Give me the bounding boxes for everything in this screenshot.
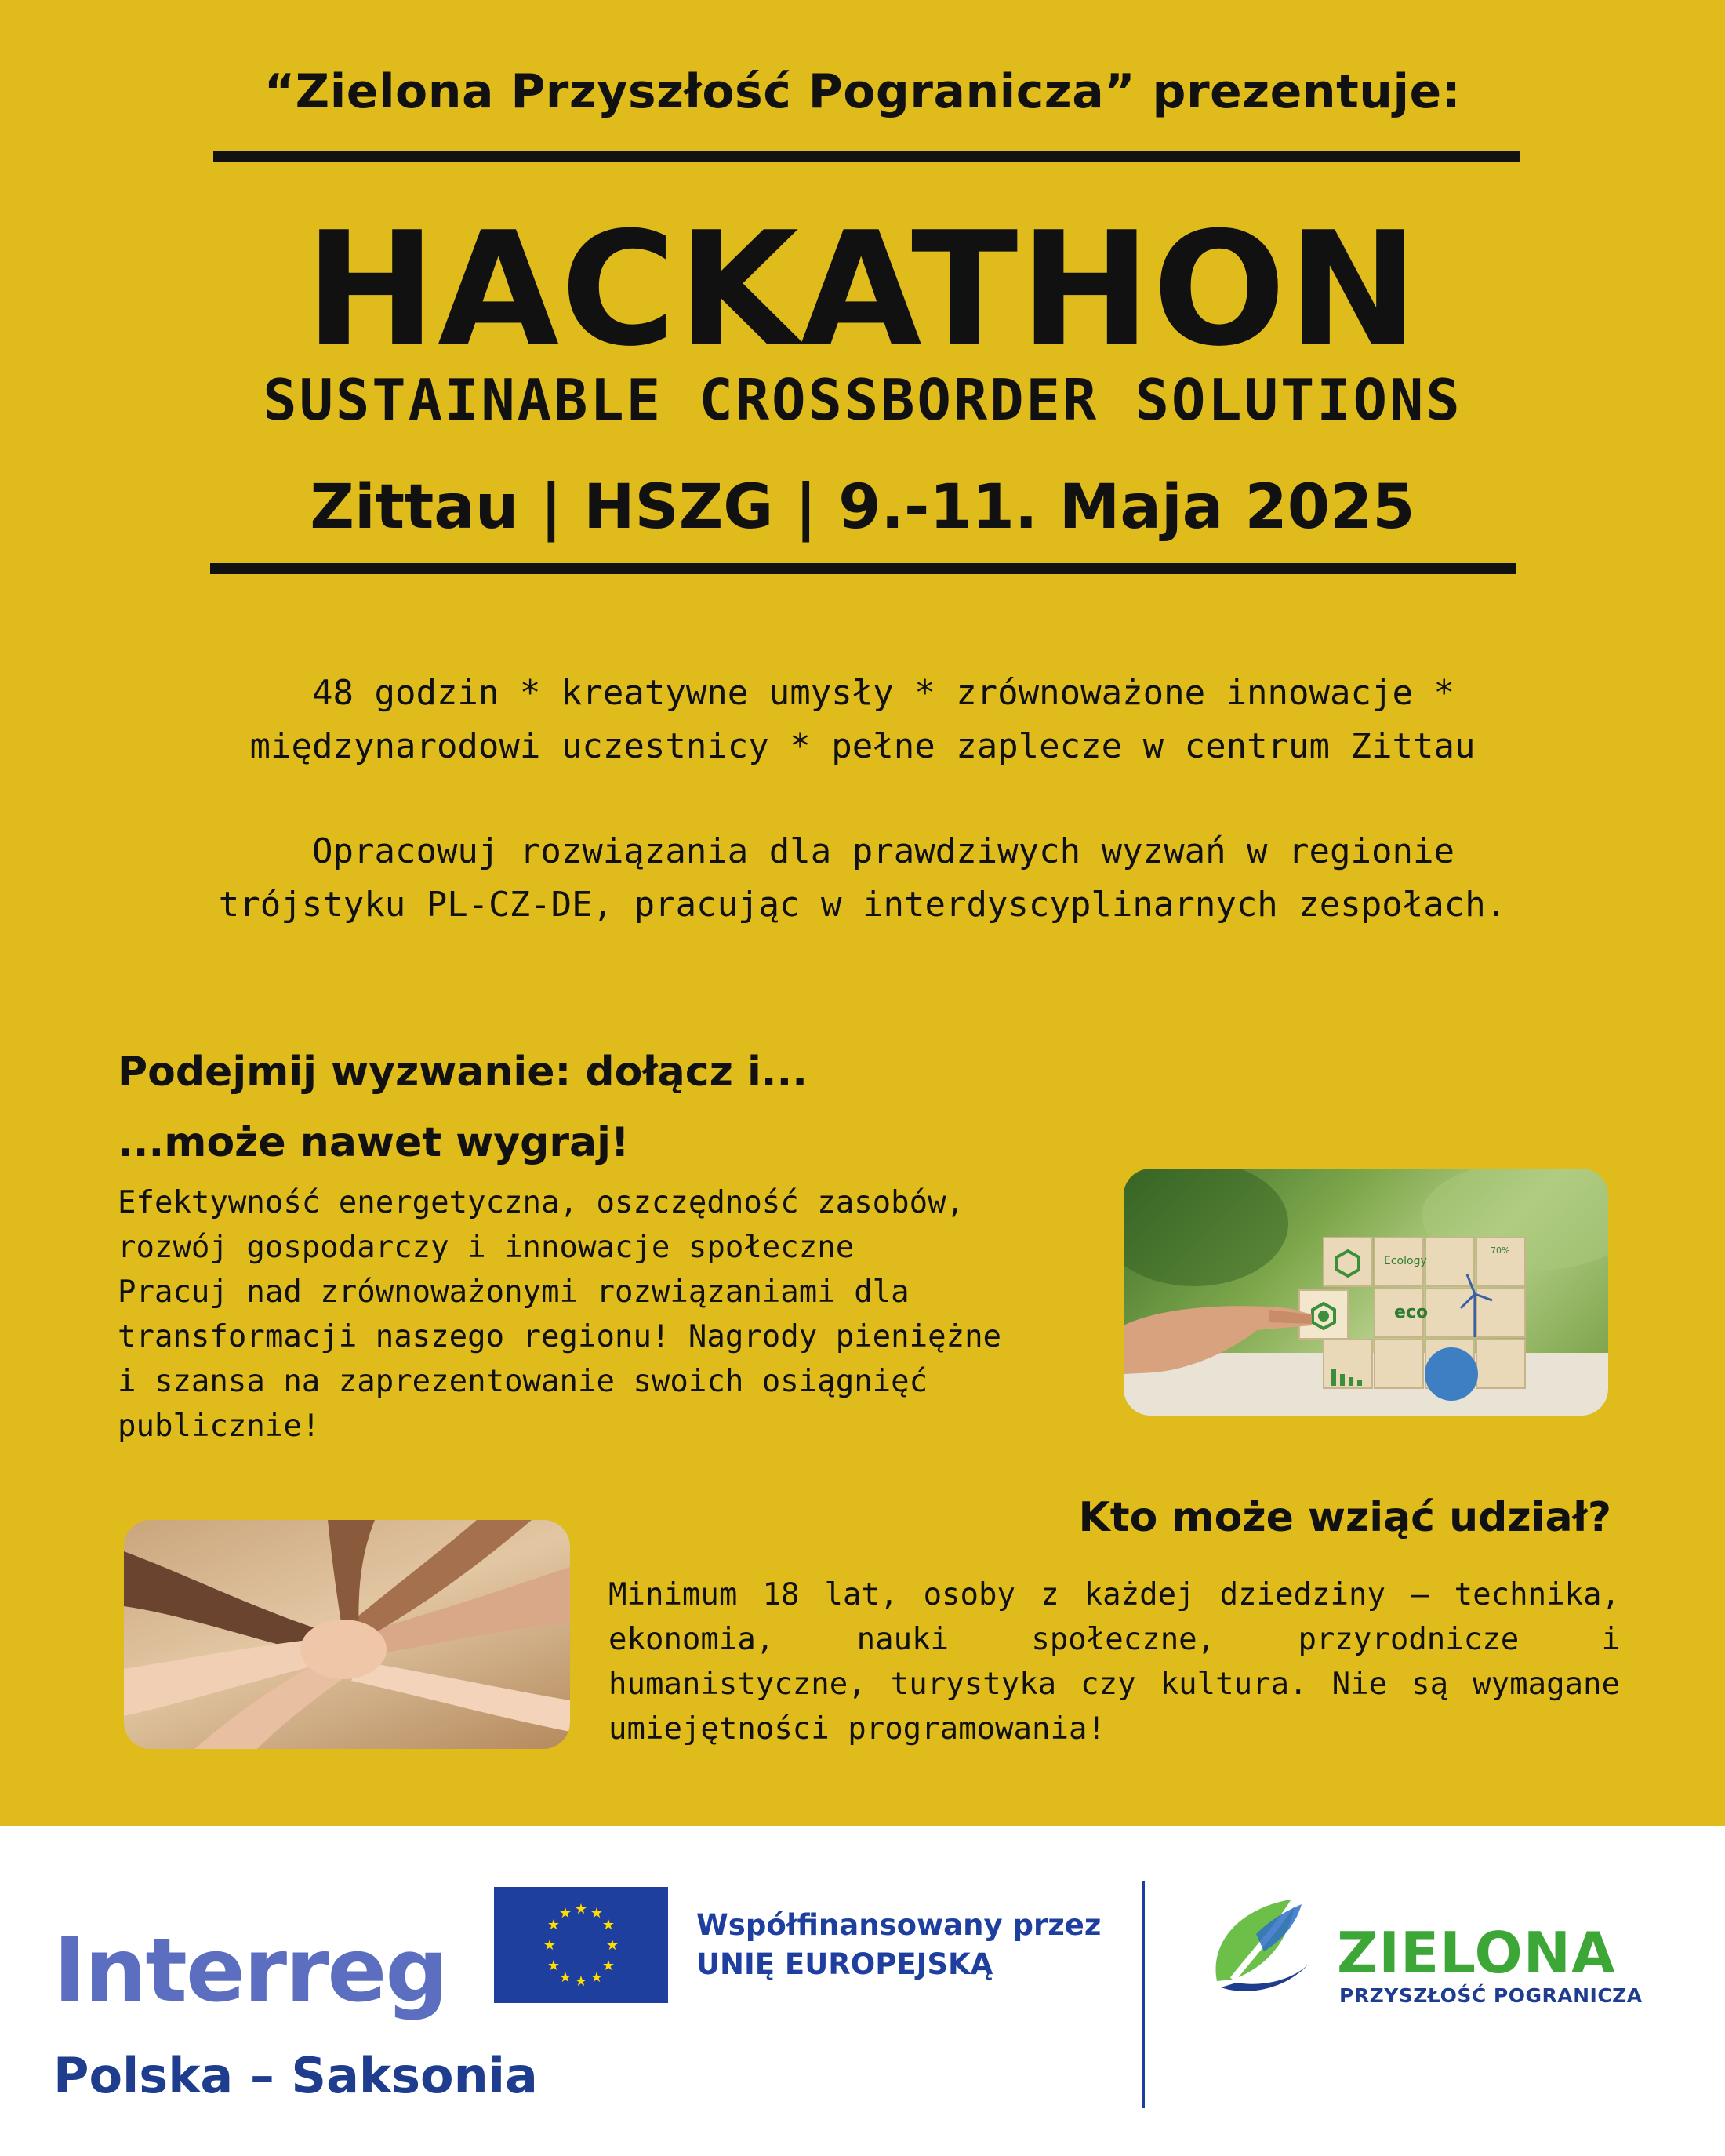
interreg-logo: Interreg [53,1920,447,2022]
challenge-heading [118,1037,808,1178]
eco-label: eco [1394,1303,1429,1322]
svg-text:★: ★ [590,1969,604,1986]
eu-line1: Współfinansowany przez [696,1908,1102,1942]
globe-icon [1425,1347,1478,1401]
interreg-region: Polska – Saksonia [53,2047,538,2104]
challenge-heading-line1: Podejmij wyzwanie: dołącz i... [118,1049,808,1096]
svg-text:★: ★ [558,1905,572,1921]
who-can-participate-text: Minimum 18 lat, osoby z każdej dziedziny – technika, ekonomia, nauki społeczne, przyrodnicze i humanistyczne, turystyka czy kultura. Nie są wymagane umiejętności programowania! [608,1577,1620,1747]
svg-text:★: ★ [543,1937,557,1954]
svg-text:★: ★ [574,1973,588,1990]
svg-text:★: ★ [547,1917,561,1933]
presenter-line: “Zielona Przyszłość Pogranicza” prezentuje: [263,64,1462,119]
eu-flag-icon [494,1887,668,2003]
svg-text:★: ★ [601,1958,616,1974]
svg-text:★: ★ [590,1905,604,1921]
svg-text:★: ★ [601,1917,616,1933]
team-hands-photo [124,1520,570,1749]
event-subtitle: SUSTAINABLE CROSSBORDER SOLUTIONS [263,367,1462,433]
zielona-leaf-icon [1201,1887,1319,2005]
top-rule [213,151,1520,162]
svg-text:★: ★ [547,1958,561,1974]
event-title: HACKATHON [304,198,1421,381]
svg-text:★: ★ [558,1969,572,1986]
svg-text:★: ★ [574,1901,588,1918]
eu-cofinancing-text [696,1906,1101,1984]
ecology-label: Ecology [1384,1255,1427,1267]
bottom-rule [210,563,1516,574]
event-date-location: Zittau | HSZG | 9.-11. Maja 2025 [310,472,1415,543]
percent-label: 70% [1491,1245,1510,1256]
event-description: Opracowuj rozwiązania dla prawdziwych wyzwań w regionie trójstyku PL-CZ-DE, pracując w interdyscyplinarnych zespołach. [218,831,1507,925]
zielona-logo-subtitle: PRZYSZŁOŚĆ POGRANICZA [1339,1984,1643,2007]
challenge-text: Efektywność energetyczna, oszczędność zasobów, rozwój gospodarczy i innowacje społeczne Pracuj nad zrównoważonymi rozwiązaniami dla transformacji naszego regionu! Nagrody pieniężne i szansa na zaprezentowanie swoich osiągnięć publicznie! [118,1185,1002,1444]
sponsor-footer [0,1826,1725,2156]
footer-divider [1142,1881,1145,2108]
zielona-logo-name: ZIELONA [1337,1920,1616,1986]
eco-blocks-photo [1124,1169,1608,1416]
stacked-hands-illustration [124,1520,570,1749]
who-can-participate-heading: Kto może wziąć udział? [1078,1494,1611,1541]
eco-blocks-illustration [1124,1169,1608,1416]
eu-line2: UNIĘ EUROPEJSKĄ [696,1947,993,1981]
svg-text:★: ★ [605,1937,619,1954]
challenge-heading-line2: ...może nawet wygraj! [118,1119,630,1166]
event-features: 48 godzin * kreatywne umysły * zrównoważone innowacje * międzynarodowi uczestnicy * pełne zaplecze w centrum Zittau [249,673,1476,766]
